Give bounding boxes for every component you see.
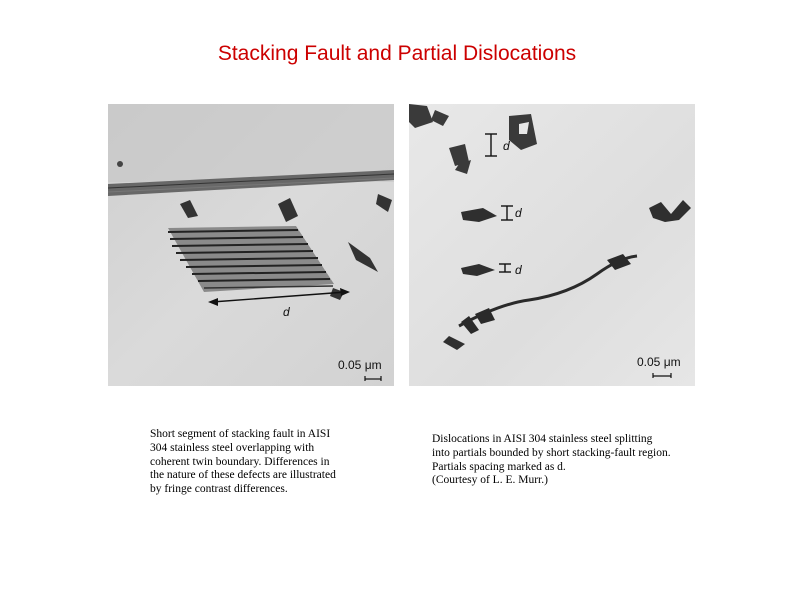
caption-line: Partials spacing marked as d. [432, 460, 566, 473]
stacking-fault-micrograph [108, 104, 394, 386]
caption-line: by fringe contrast differences. [150, 483, 288, 496]
caption-line: 304 stainless steel overlapping with [150, 441, 315, 454]
spacing-label: d [283, 305, 290, 319]
caption-line: into partials bounded by short stacking-fault region. [432, 446, 671, 459]
left-caption [150, 428, 365, 497]
defect-spot [117, 161, 123, 167]
caption-line: Dislocations in AISI 304 stainless steel splitting [432, 433, 653, 445]
spacing-label-1: d [503, 139, 510, 153]
partial-dislocations-micrograph [409, 104, 695, 386]
scale-label: 0.05 μm [338, 358, 382, 372]
scale-label: 0.05 μm [637, 355, 681, 369]
caption-line: Short segment of stacking fault in AISI [150, 428, 331, 440]
caption-line: (Courtesy of L. E. Murr.) [432, 474, 548, 487]
caption-line: the nature of these defects are illustrated [150, 469, 336, 482]
caption-line: coherent twin boundary. Differences in [150, 455, 330, 468]
spacing-label-2: d [515, 206, 522, 220]
spacing-label-3: d [515, 263, 522, 277]
slide-title: Stacking Fault and Partial Dislocations [217, 42, 577, 65]
right-caption [432, 433, 702, 488]
